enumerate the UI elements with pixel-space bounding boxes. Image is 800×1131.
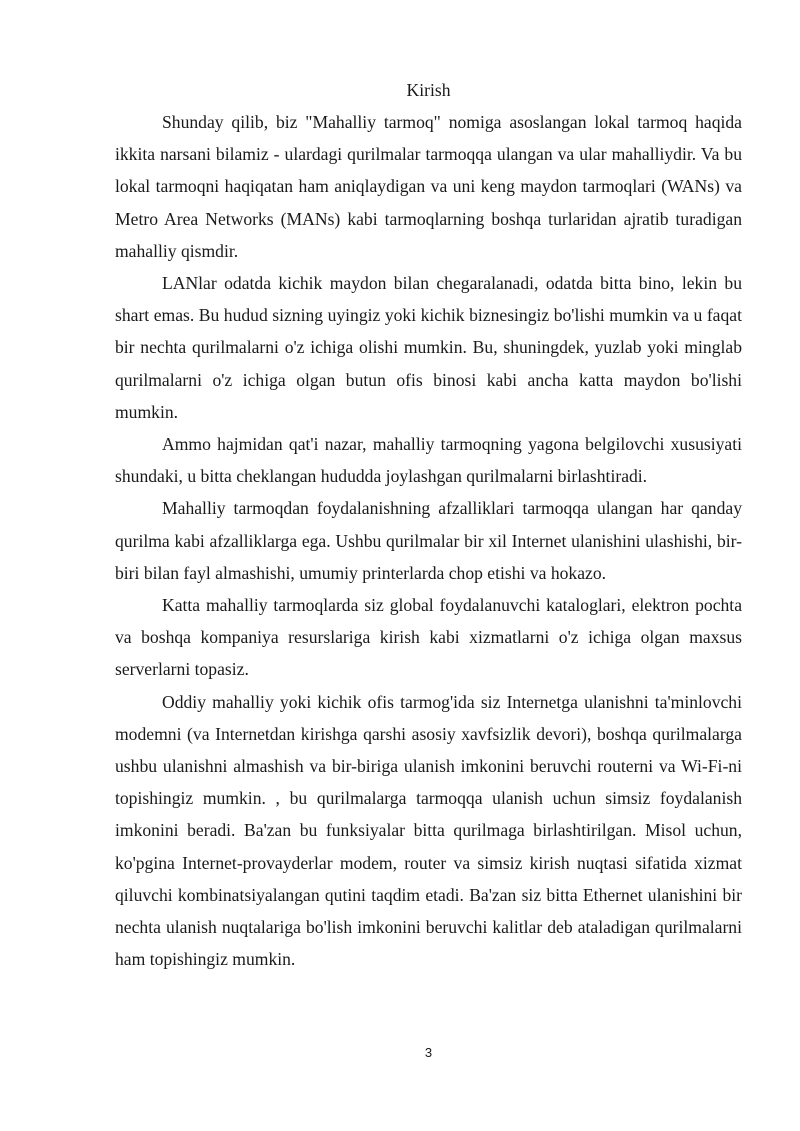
page-number: 3 [424, 1045, 433, 1060]
paragraph: LANlar odatda kichik maydon bilan chegaralanadi, odatda bitta bino, lekin bu shart emas. Bu hudud sizning uyingiz yoki kichik biznesingiz bo'lishi mumkin va u faqat bir nechta qurilmalarni o'z ichiga olishi mumkin. Bu, shuningdek, yuzlab yoki minglab qurilmalarni o'z ichiga olgan butun ofis binosi kabi ancha katta maydon bo'lishi mumkin. [115, 273, 742, 422]
paragraph: Ammo hajmidan qat'i nazar, mahalliy tarmoqning yagona belgilovchi xususiyati shundaki, u bitta cheklangan hududda joylashgan qurilmalarni birlashtiradi. [115, 434, 742, 487]
page-title: Kirish [406, 80, 451, 100]
paragraph: Katta mahalliy tarmoqlarda siz global foydalanuvchi kataloglari, elektron pochta va boshqa kompaniya resurslariga kirish kabi xizmatlarni o'z ichiga olgan maxsus serverlarni topasiz. [115, 595, 742, 680]
paragraph: Mahalliy tarmoqdan foydalanishning afzalliklari tarmoqqa ulangan har qanday qurilma kabi afzalliklarga ega. Ushbu qurilmalar bir xil Internet ulanishini ulashishi, bir-biri bilan fayl almashishi, umumiy printerlarda chop etishi va hokazo. [115, 498, 742, 583]
paragraph: Shunday qilib, biz "Mahalliy tarmoq" nomiga asoslangan lokal tarmoq haqida ikkita narsani bilamiz - ulardagi qurilmalar tarmoqqa ulangan va ular mahalliydir. Va bu lokal tarmoqni haqiqatan ham aniqlaydigan va uni keng maydon tarmoqlari (WANs) va Metro Area Networks (MANs) kabi tarmoqlarning boshqa turlaridan ajratib turadigan mahalliy qismdir. [115, 112, 742, 261]
paragraph: Oddiy mahalliy yoki kichik ofis tarmog'ida siz Internetga ulanishni ta'minlovchi modemni (va Internetdan kirishga qarshi asosiy xavfsizlik devori), boshqa qurilmalarga ushbu ulanishni almashish va bir-biriga ulanish imkonini beruvchi routerni va Wi-Fi-ni topishingiz mumkin. , bu qurilmalarga tarmoqqa ulanish uchun simsiz foydalanish imkonini beradi. Ba'zan bu funksiyalar bitta qurilmaga birlashtirilgan. Misol uchun, ko'pgina Internet-provayderlar modem, router va simsiz kirish nuqtasi sifatida xizmat qiluvchi kombinatsiyalangan qutini taqdim etadi. Ba'zan siz bitta Ethernet ulanishini bir nechta ulanish nuqtalariga bo'lish imkonini beruvchi kalitlar deb ataladigan qurilmalarni ham topishingiz mumkin. [115, 691, 742, 970]
